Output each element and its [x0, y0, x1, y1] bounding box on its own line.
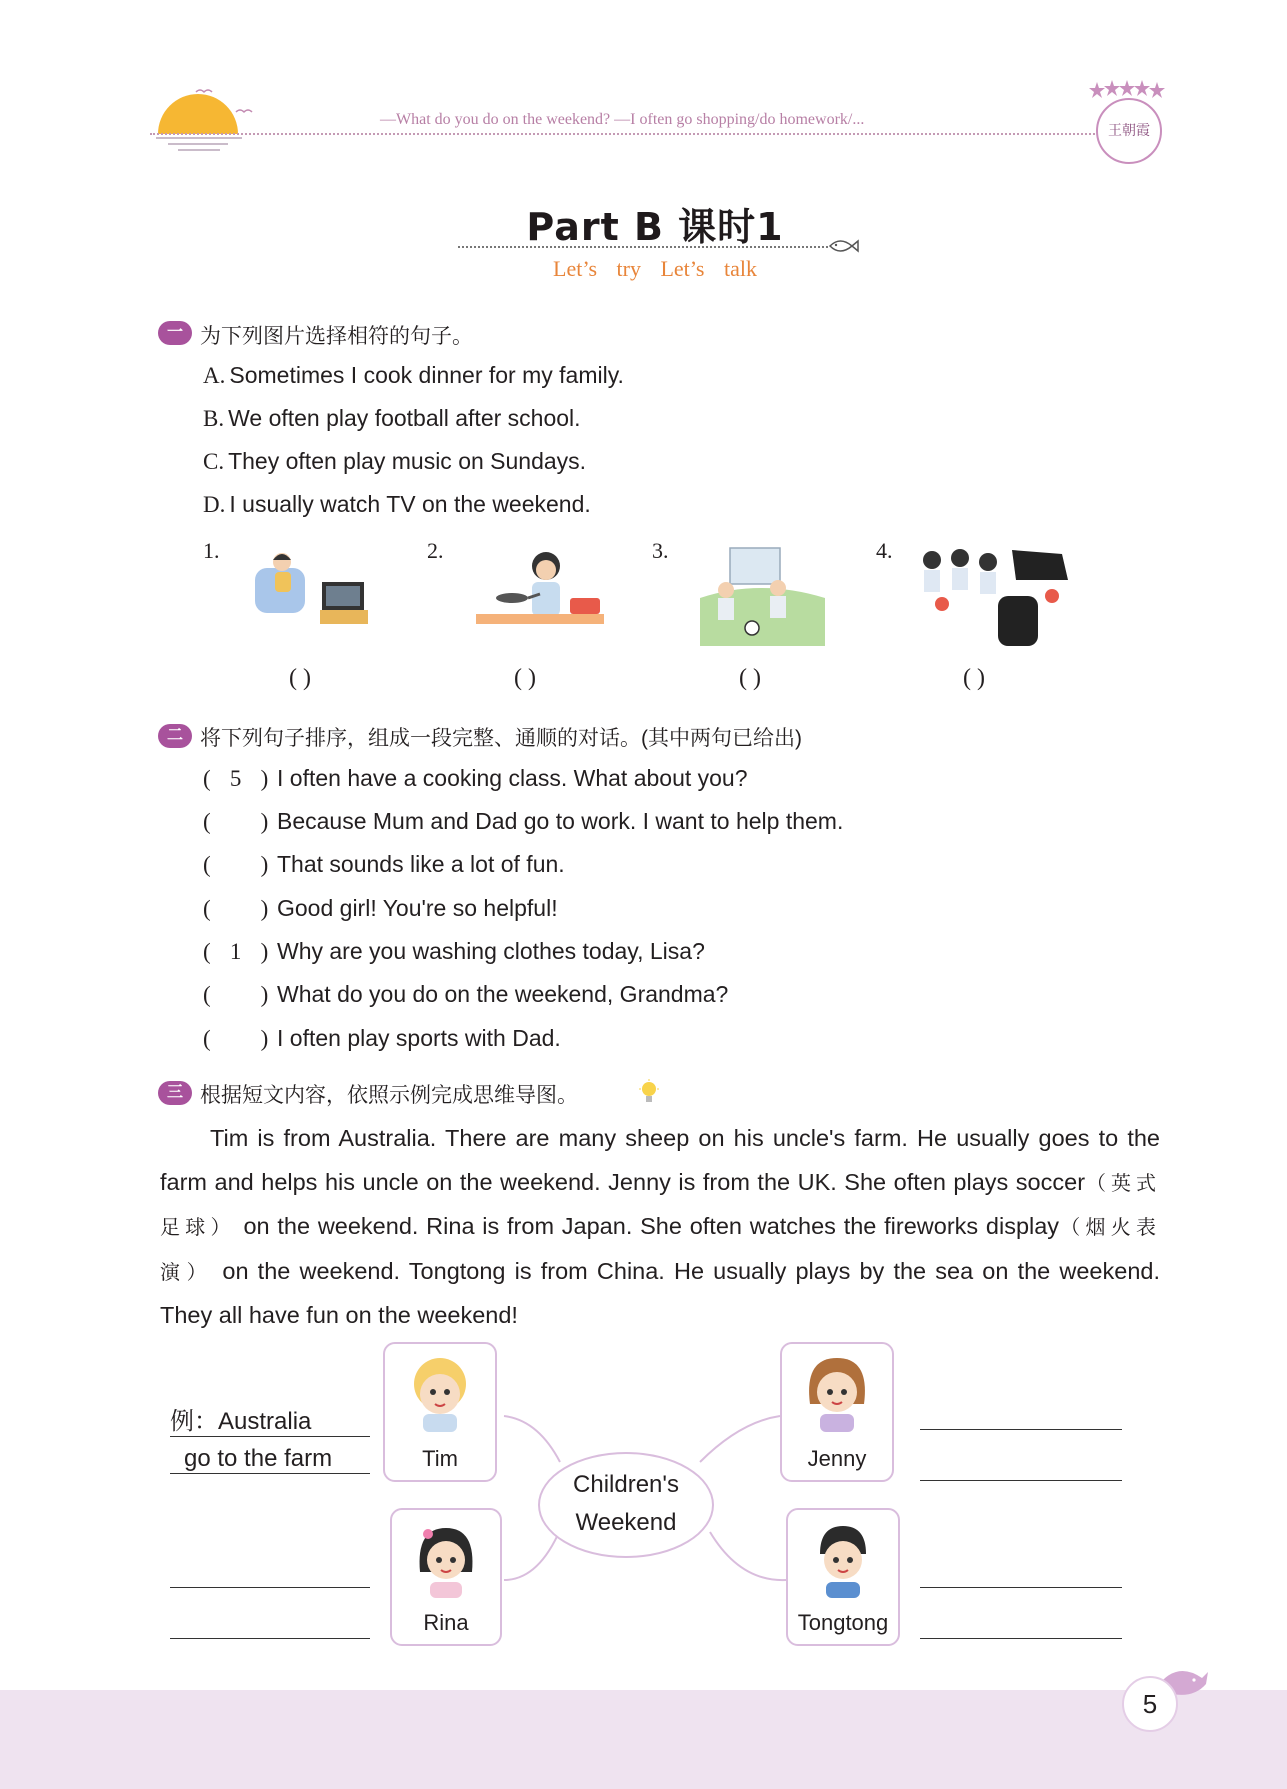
- option-d: D. I usually watch TV on the weekend.: [203, 491, 591, 517]
- tongtong-country-blank[interactable]: [920, 1586, 1122, 1588]
- dialogue-line: ( ) I often play sports with Dad.: [203, 1025, 561, 1051]
- rina-activity-blank[interactable]: [170, 1637, 370, 1639]
- title-divider: [458, 246, 828, 248]
- page-number: 5: [1122, 1676, 1178, 1732]
- children-playing-music-picture: [912, 540, 1080, 652]
- tongtong-activity-blank[interactable]: [920, 1637, 1122, 1639]
- fish-icon: [826, 234, 860, 258]
- option-a: A. Sometimes I cook dinner for my family.: [203, 362, 624, 388]
- boys-playing-football-picture: [700, 538, 825, 646]
- option-b: B. We often play football after school.: [203, 405, 581, 431]
- dialogue-line: ( 5 ) I often have a cooking class. What about you?: [203, 765, 748, 791]
- child-name: Jenny: [807, 1446, 867, 1471]
- page-title: Part B 课时1: [526, 205, 784, 249]
- dialogue-line: ( 1 ) Why are you washing clothes today, Lisa?: [203, 938, 705, 964]
- child-card-jenny: [780, 1342, 894, 1482]
- tim-avatar: [385, 1344, 495, 1440]
- order-box[interactable]: ( ): [203, 896, 269, 921]
- lightbulb-icon: [638, 1079, 660, 1107]
- rina-avatar: [392, 1510, 500, 1604]
- rina-country-blank[interactable]: [170, 1586, 370, 1588]
- page-subtitle: Let’s try Let’s talk: [553, 256, 757, 281]
- dialogue-line: ( ) Good girl! You're so helpful!: [203, 895, 558, 921]
- order-box[interactable]: ( ): [203, 1026, 269, 1051]
- child-name: Rina: [423, 1610, 469, 1635]
- jenny-avatar: [782, 1344, 892, 1440]
- picture-3-number: 3.: [652, 538, 669, 563]
- logo-seal: 王朝霞: [1096, 98, 1162, 164]
- section-2-badge: 二: [158, 724, 192, 748]
- child-name: Tim: [422, 1446, 458, 1471]
- child-card-tim: [383, 1342, 497, 1482]
- sun-icon: [150, 82, 260, 152]
- reading-passage: Tim is from Australia. There are many sheep on his uncle's farm. He usually goes to the farm and helps his uncle on the weekend. Jenny is from the UK. She often plays soccer（英式足球） on the weekend. Rina is from Japan. She often watches the fireworks display（烟火表演） on the weekend. Tongtong is from China. He usually plays by the sea on the weekend. They all have fun on the weekend!: [160, 1125, 1161, 1328]
- dialogue-line: ( ) That sounds like a lot of fun.: [203, 851, 565, 877]
- order-box[interactable]: ( 1 ): [203, 939, 269, 964]
- picture-1-number: 1.: [203, 538, 220, 563]
- header-divider: [150, 133, 1095, 135]
- child-card-tongtong: [786, 1508, 900, 1646]
- picture-2-answer[interactable]: ( ): [514, 665, 536, 691]
- header-tagline: —What do you do on the weekend? —I often go shopping/do homework/...: [380, 111, 865, 128]
- example-answer-activity: go to the farm: [170, 1445, 370, 1474]
- brand-logo: [1088, 80, 1166, 166]
- option-c: C. They often play music on Sundays.: [203, 448, 587, 474]
- order-box[interactable]: ( ): [203, 809, 269, 834]
- section-1-badge: 一: [158, 321, 192, 345]
- jenny-country-blank[interactable]: [920, 1428, 1122, 1430]
- section-3-instruction: 根据短文内容，依照示例完成思维导图。: [200, 1084, 578, 1107]
- jenny-activity-blank[interactable]: [920, 1479, 1122, 1481]
- section-2-instruction: 将下列句子排序，组成一段完整、通顺的对话。(其中两句已给出): [200, 727, 802, 750]
- picture-4-number: 4.: [876, 538, 893, 563]
- picture-2-number: 2.: [427, 538, 444, 563]
- picture-3-answer[interactable]: ( ): [739, 665, 761, 691]
- order-box[interactable]: ( ): [203, 982, 269, 1007]
- picture-4-answer[interactable]: ( ): [963, 665, 985, 691]
- tongtong-avatar: [788, 1510, 898, 1604]
- child-name: Tongtong: [797, 1610, 889, 1635]
- order-box[interactable]: ( 5 ): [203, 766, 269, 791]
- section-1-instruction: 为下列图片选择相符的句子。: [200, 325, 473, 348]
- example-answer-country: 例：Australia: [170, 1401, 370, 1437]
- section-3-badge: 三: [158, 1081, 192, 1105]
- dialogue-line: ( ) What do you do on the weekend, Grandma?: [203, 981, 729, 1007]
- mindmap-center: Children's Weekend: [538, 1452, 714, 1558]
- child-card-rina: [390, 1508, 502, 1646]
- mother-cooking-picture: [474, 548, 606, 640]
- boy-watching-tv-picture: [250, 548, 375, 630]
- footer-band: [0, 1690, 1287, 1789]
- dialogue-line: ( ) Because Mum and Dad go to work. I want to help them.: [203, 808, 844, 834]
- order-box[interactable]: ( ): [203, 852, 269, 877]
- picture-1-answer[interactable]: ( ): [289, 665, 311, 691]
